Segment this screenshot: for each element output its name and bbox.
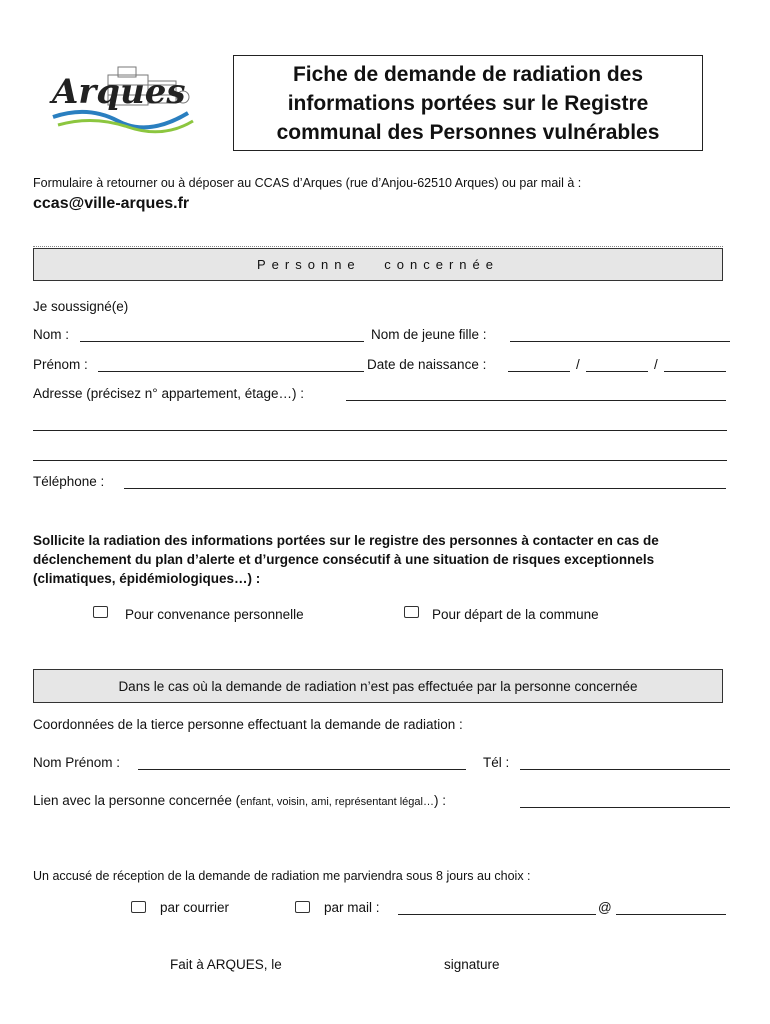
logo-text: Arques [52,72,186,112]
tel-label: Tél : [483,755,510,770]
section-personne-concernee: Personne concernée [33,248,723,281]
form-title [233,55,703,151]
mail-user-field[interactable] [398,914,596,915]
nom-jeune-fille-field[interactable] [510,341,730,342]
section-tierce-personne: Dans le cas où la demande de radiation n’est pas effectuée par la personne concernée [33,669,723,703]
prenom-field[interactable] [98,371,364,372]
mail-label: par mail : [324,900,380,915]
convenance-checkbox[interactable] [93,606,108,618]
dotted-separator [33,246,723,247]
telephone-label: Téléphone : [33,474,105,489]
date-slash-1: / [576,357,580,372]
adresse-label: Adresse (précisez n° appartement, étage…) : [33,386,305,401]
nom-prenom-field[interactable] [138,769,466,770]
nom-field[interactable] [80,341,364,342]
lien-field[interactable] [520,807,730,808]
adresse-field-3[interactable] [33,460,727,461]
birth-month-field[interactable] [586,371,648,372]
nom-jeune-fille-label: Nom de jeune fille : [371,327,487,342]
arques-logo [48,55,198,135]
soussigne-label: Je soussigné(e) [33,299,129,314]
nom-label: Nom : [33,327,70,342]
accuse-text: Un accusé de réception de la demande de radiation me parviendra sous 8 jours au choix : [33,869,531,883]
at-sign: @ [598,900,612,915]
depart-label: Pour départ de la commune [432,607,599,622]
convenance-label: Pour convenance personnelle [125,607,304,622]
date-naissance-label: Date de naissance : [367,357,487,372]
telephone-field[interactable] [124,488,726,489]
courrier-label: par courrier [160,900,230,915]
fait-a-label: Fait à ARQUES, le [170,957,282,972]
adresse-field-1[interactable] [346,400,726,401]
lien-end: ) : [433,793,446,808]
depart-checkbox[interactable] [404,606,419,618]
birth-day-field[interactable] [508,371,570,372]
prenom-label: Prénom : [33,357,88,372]
title-line-1: Fiche de demande de radiation des [292,62,644,86]
adresse-field-2[interactable] [33,430,727,431]
title-line-2: informations portées sur le Registre [287,91,649,115]
contact-email: ccas@ville-arques.fr [33,195,190,212]
date-slash-2: / [654,357,658,372]
coordonnees-label: Coordonnées de la tierce personne effectuant la demande de radiation : [33,717,463,732]
birth-year-field[interactable] [664,371,726,372]
signature-label: signature [444,957,500,972]
title-line-3: communal des Personnes vulnérables [276,120,660,144]
intro-text: Formulaire à retourner ou à déposer au CCAS d’Arques (rue d’Anjou-62510 Arques) ou par mail à : [33,176,582,190]
courrier-checkbox[interactable] [131,901,146,913]
nom-prenom-label: Nom Prénom : [33,755,121,770]
mail-checkbox[interactable] [295,901,310,913]
lien-text: Lien avec la personne concernée ( [33,793,241,808]
lien-examples: enfant, voisin, ami, représentant légal… [240,796,434,808]
lien-label [33,793,446,808]
request-paragraph: Sollicite la radiation des informations portées sur le registre des personnes à contacter en cas de déclenchement du plan d’alerte et d’urgence consécutif à une situation de risques exceptionnels (climatiques, épidémiologiques…) : [33,533,659,586]
mail-domain-field[interactable] [616,914,726,915]
tel-field[interactable] [520,769,730,770]
